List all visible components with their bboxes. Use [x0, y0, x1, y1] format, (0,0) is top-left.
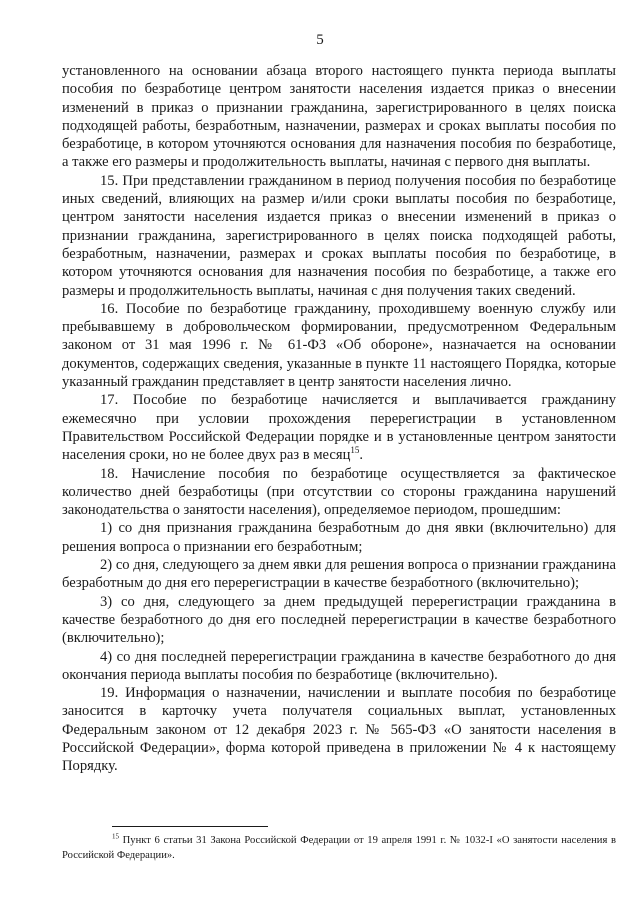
paragraph-17-end: .	[359, 447, 364, 464]
footnote-marker: 15	[112, 832, 119, 841]
paragraph-18-item-3: 3) со дня, следующего за днем предыдущей перерегистрации гражданина в качестве безработного до дня его последней перерегистрации в качестве безработного (включительно);	[62, 593, 616, 647]
page-number: 5	[316, 32, 324, 48]
footnote-reference: 15	[350, 445, 360, 456]
paragraph-18-item-2: 2) со дня, следующего за днем явки для решения вопроса о признании гражданина безработным до дня его перерегистрации в качестве безработного (включительно);	[62, 557, 616, 592]
paragraph-19: 19. Информация о назначении, начислении и выплате пособия по безработице заносится в карточку учета получателя социальных выплат, установленных Федеральным законом от 12 декабря 2023 г. № 565-ФЗ «О занятости населения в Российской Федерации», форма которой приведена в приложении № 4 к настоящему Порядку.	[62, 685, 616, 775]
footnote-divider	[112, 826, 268, 827]
paragraph-18-item-4: 4) со дня последней перерегистрации гражданина в качестве безработного до дня окончания периода выплаты пособия по безработице (включительно).	[62, 648, 616, 683]
document-body	[62, 62, 616, 776]
paragraph-16: 16. Пособие по безработице гражданину, проходившему военную службу или пребывавшему в добровольческом формировании, предусмотренном Федеральным законом от 31 мая 1996 г. № 61-ФЗ «Об обороне», назначается на основании документов, содержащих сведения, указанные в пункте 11 настоящего Порядка, которые указанный гражданин представляет в центр занятости населения лично.	[62, 300, 616, 391]
paragraph-14-continuation: установленного на основании абзаца второго настоящего пункта периода выплаты пособия по безработице центром занятости населения издается приказ о внесении изменений в приказ о признании гражданина, зарегистрированного в целях поиска подходящей работы, безработным, назначении, размерах и сроках выплаты пособия по безработице, в котором уточняются основания для назначения пособия по безработице, а также его размеры и продолжительность выплаты, начиная с первого дня выплаты.	[62, 63, 616, 171]
footnote	[62, 833, 616, 863]
paragraph-18-item-1: 1) со дня признания гражданина безработным до дня явки (включительно) для решения вопроса о признании его безработным;	[62, 520, 616, 555]
paragraph-17-text: 17. Пособие по безработице начисляется и выплачивается гражданину ежемесячно при условии прохождения перерегистрации в установленном Правительством Российской Федерации порядке и в установленные центром занятости населения сроки, но не более двух раз в месяц	[62, 392, 616, 464]
paragraph-15: 15. При представлении гражданином в период получения пособия по безработице иных сведений, влияющих на размер и/или сроки выплаты пособия по безработице, центром занятости населения издается приказ о внесении изменений в приказ о признании гражданина, зарегистрированного в целях поиска подходящей работы, безработным, назначении, размерах и сроках выплаты пособия по безработице, в котором уточняются основания для назначения пособия по безработице, а также его размеры и продолжительность выплаты, начиная с дня получения таких сведений.	[62, 172, 616, 299]
paragraph-17	[62, 391, 616, 464]
paragraph-18: 18. Начисление пособия по безработице осуществляется за фактическое количество дней безработицы (при отсутствии со стороны гражданина нарушений законодательства о занятости населения), определяемое периодом, прошедшим:	[62, 465, 616, 519]
footnote-text: Пункт 6 статьи 31 Закона Российской Федерации от 19 апреля 1991 г. № 1032-I «О занятости населения в Российской Федерации».	[62, 835, 616, 861]
